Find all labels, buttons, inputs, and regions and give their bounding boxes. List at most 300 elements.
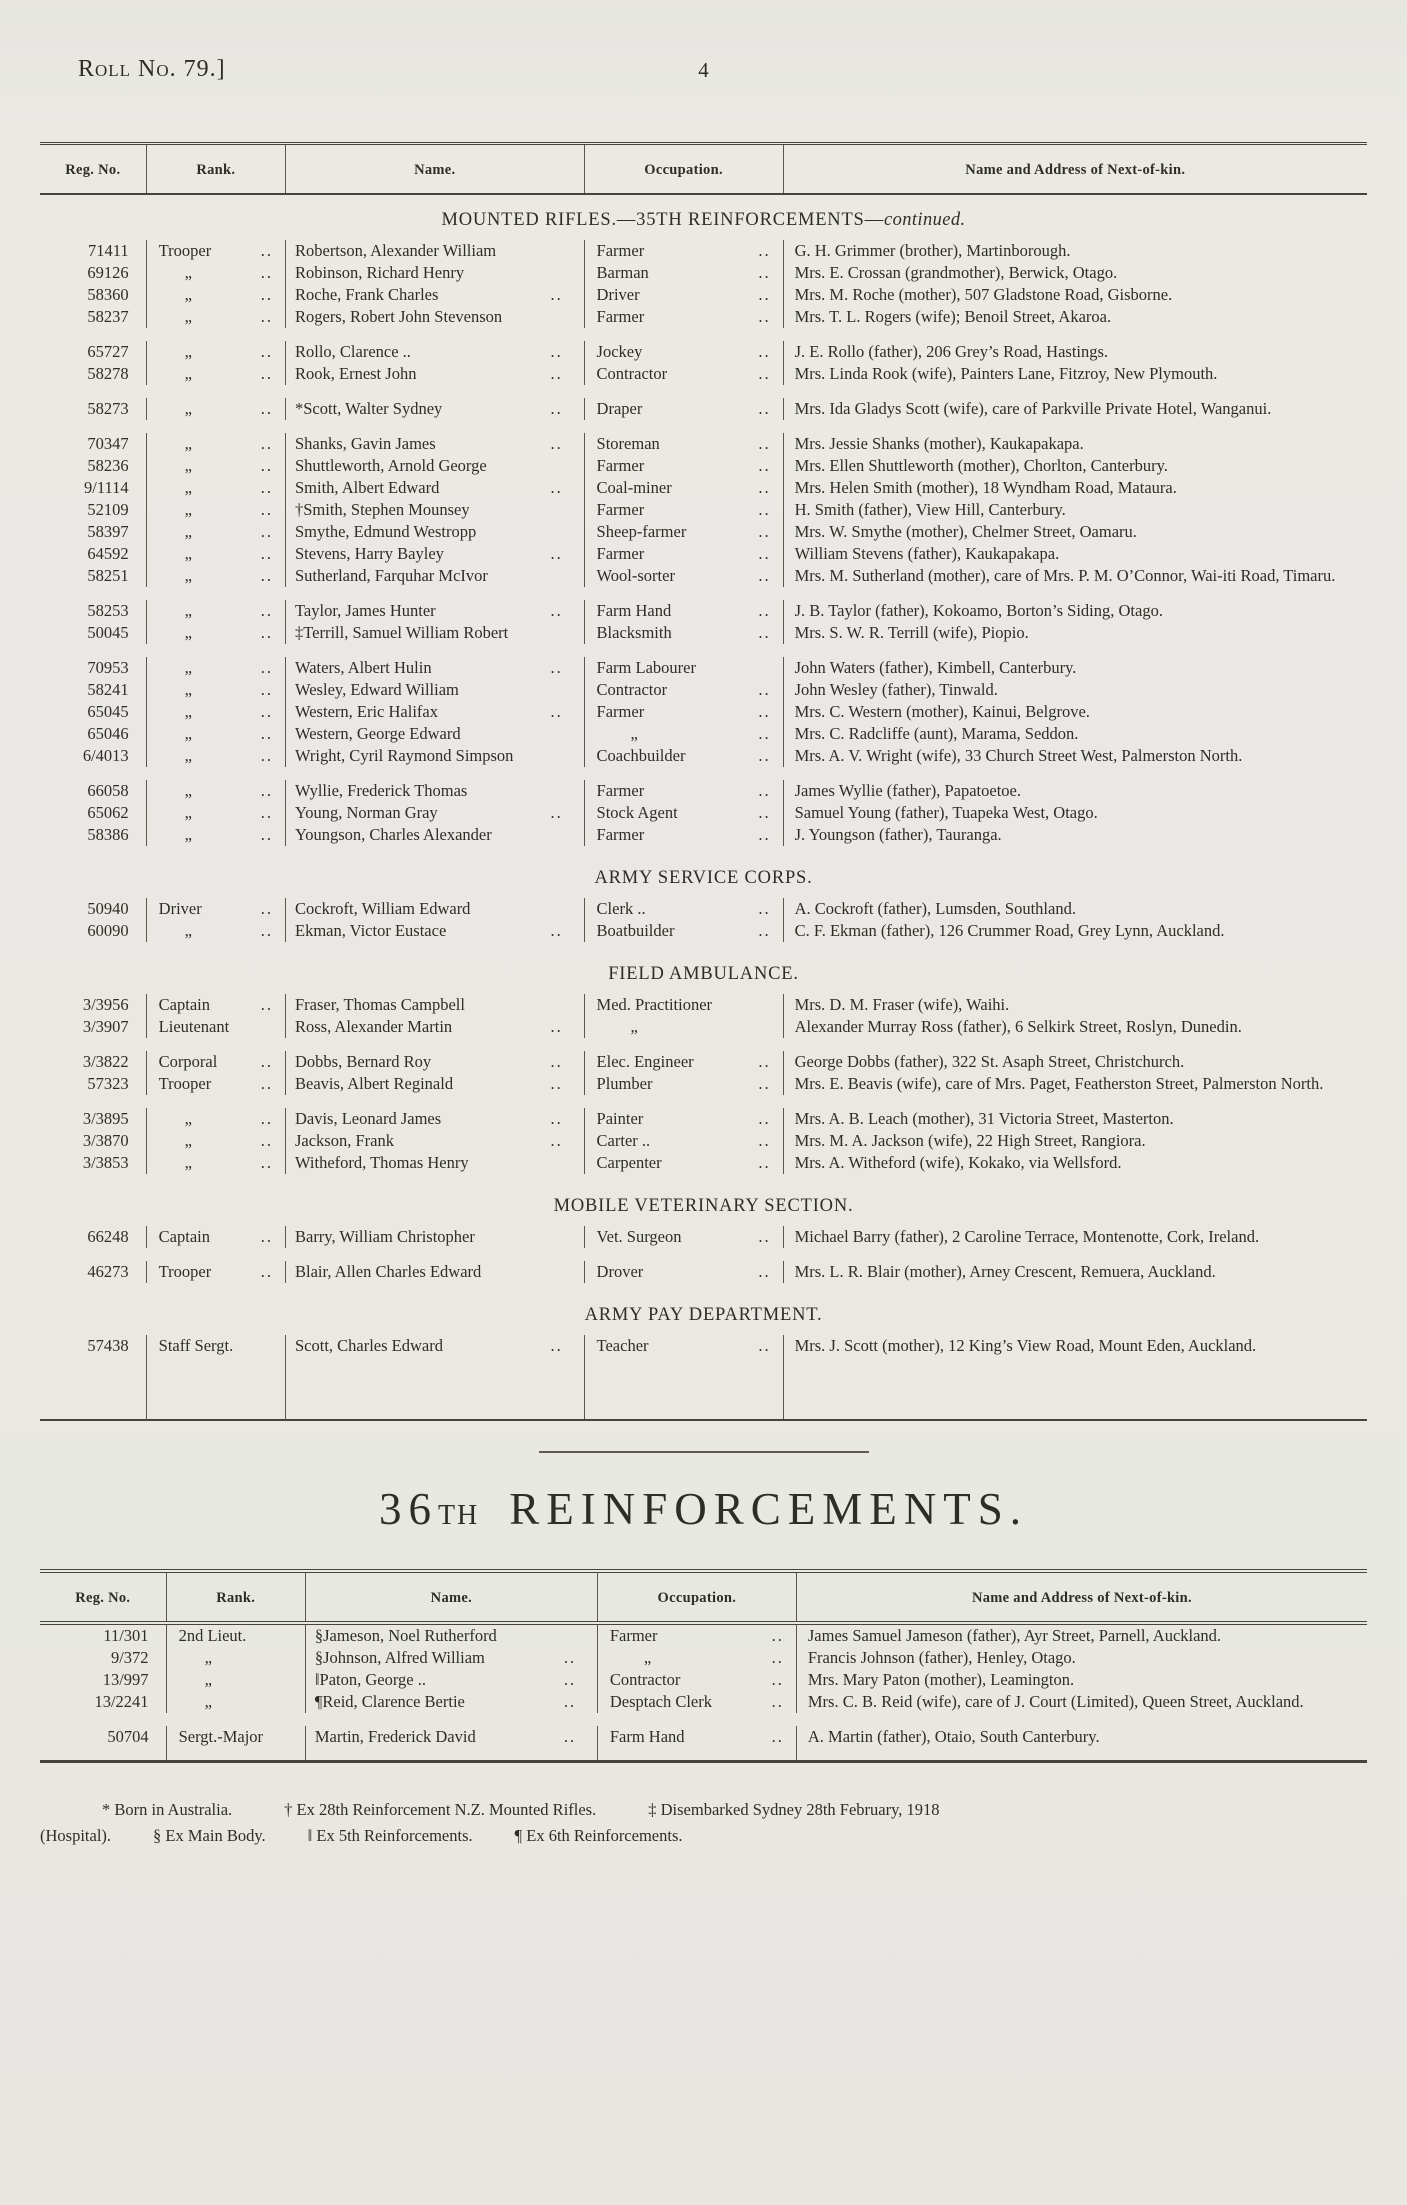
occupation-wrap: [597, 1336, 771, 1356]
name-value: Ross, Alexander Martin: [294, 1017, 453, 1036]
rank-wrap: [179, 1692, 293, 1712]
name-value: Cockroft, William Edward: [294, 899, 471, 918]
row-gap-cell: [40, 420, 1367, 433]
rank-cell: [146, 1152, 285, 1174]
reg-no: 3/3822: [82, 1052, 129, 1071]
occupation-wrap: [610, 1648, 784, 1668]
rank-cell: [146, 802, 285, 824]
occupation-value: Boatbuilder: [596, 921, 675, 940]
rank-dot-leader: ..: [260, 364, 273, 383]
occupation-dot-leader: ..: [758, 456, 771, 475]
rank-wrap: [179, 1648, 293, 1668]
name-cell: .. ‖Paton, George ..: [305, 1669, 597, 1691]
occupation-value: Wool-sorter: [596, 566, 675, 585]
name-value: §Jameson, Noel Rutherford: [314, 1626, 497, 1645]
table-row: [40, 802, 1367, 824]
reinforcements-35-table: [40, 142, 1367, 1421]
table-row: [40, 363, 1367, 385]
table-tail-cell: [783, 1357, 1367, 1420]
occupation-dot-leader: ..: [771, 1727, 784, 1746]
name-value: Davis, Leonard James: [294, 1109, 442, 1128]
rank-wrap: [179, 1727, 293, 1747]
table-tail-cell: [584, 1357, 783, 1420]
rank-wrap: [159, 1017, 273, 1037]
reg-no: 65045: [87, 702, 129, 721]
reg-no-cell: [40, 723, 146, 745]
table-tail-cell: [305, 1748, 597, 1762]
reg-no: 65062: [87, 803, 129, 822]
next-of-kin-cell: [783, 240, 1367, 262]
next-of-kin-value: Mrs. W. Smythe (mother), Chelmer Street, Oamaru.: [794, 522, 1137, 541]
rank-dot-leader: ..: [260, 658, 273, 677]
rank-cell: [146, 521, 285, 543]
table-row: [40, 1669, 1367, 1691]
rank-value: „: [184, 456, 192, 475]
name-cell: .. Davis, Leonard James: [285, 1108, 584, 1130]
next-of-kin-value: George Dobbs (father), 322 St. Asaph Street, Christchurch.: [794, 1052, 1185, 1071]
next-of-kin-value: Mrs. M. A. Jackson (wife), 22 High Street, Rangiora.: [794, 1131, 1146, 1150]
next-of-kin-value: Francis Johnson (father), Henley, Otago.: [807, 1648, 1076, 1667]
rank-wrap: [159, 995, 273, 1015]
occupation-value: Farmer: [596, 544, 645, 563]
reg-no: 64592: [87, 544, 129, 563]
occupation-cell: [597, 1623, 796, 1647]
rank-wrap: [159, 456, 273, 476]
name-cell: .. Rollo, Clarence ..: [285, 341, 584, 363]
rank-value: „: [184, 500, 192, 519]
next-of-kin-cell: [783, 565, 1367, 587]
rank-wrap: [159, 746, 273, 766]
next-of-kin-cell: [783, 363, 1367, 385]
rank-cell: [146, 262, 285, 284]
rank-value: „: [184, 623, 192, 642]
next-of-kin-cell: [783, 1073, 1367, 1095]
next-of-kin-value: Mrs. C. Radcliffe (aunt), Marama, Seddon.: [794, 724, 1079, 743]
reg-no: 9/372: [110, 1648, 149, 1667]
next-of-kin-cell: [783, 622, 1367, 644]
occupation-value: Carpenter: [596, 1153, 662, 1172]
name-value: Ekman, Victor Eustace: [294, 921, 447, 940]
occupation-wrap: [597, 263, 771, 283]
next-of-kin-cell: [783, 824, 1367, 846]
occupation-dot-leader: ..: [758, 566, 771, 585]
footnote-line: [40, 1823, 1367, 1849]
table-tail-cell: [146, 1357, 285, 1420]
row-gap: [40, 1248, 1367, 1261]
name-value: Smith, Albert Edward: [294, 478, 440, 497]
occupation-value: Blacksmith: [596, 623, 672, 642]
reg-no: 50045: [87, 623, 129, 642]
next-of-kin-cell: [783, 745, 1367, 767]
occupation-cell: [584, 745, 783, 767]
occupation-value: Farmer: [596, 241, 645, 260]
rank-dot-leader: ..: [260, 623, 273, 642]
reg-no: 3/3907: [82, 1017, 129, 1036]
next-of-kin-cell: [783, 1016, 1367, 1038]
footnote-item: ‖ Ex 5th Reinforcements.: [307, 1826, 473, 1845]
occupation-cell: [584, 1130, 783, 1152]
section-title: [40, 846, 1367, 898]
table-row: [40, 1726, 1367, 1748]
reg-no-cell: [40, 455, 146, 477]
occupation-cell: [597, 1691, 796, 1713]
occupation-dot-leader: ..: [758, 285, 771, 304]
section-title: [40, 1283, 1367, 1335]
occupation-cell: [584, 802, 783, 824]
name-value: Western, George Edward: [294, 724, 461, 743]
next-of-kin-value: Mrs. Helen Smith (mother), 18 Wyndham Road, Mataura.: [794, 478, 1177, 497]
rank-dot-leader: ..: [260, 241, 273, 260]
occupation-cell: [584, 499, 783, 521]
row-gap-cell: [40, 1095, 1367, 1108]
reg-no-cell: [40, 1623, 166, 1647]
name-cell: .. Ross, Alexander Martin: [285, 1016, 584, 1038]
occupation-cell: [584, 657, 783, 679]
name-value: Dobbs, Bernard Roy: [294, 1052, 432, 1071]
rank-value: „: [184, 724, 192, 743]
occupation-dot-leader: ..: [771, 1692, 784, 1711]
rank-value: „: [184, 680, 192, 699]
occupation-cell: [584, 622, 783, 644]
name-value: Robertson, Alexander William: [294, 241, 497, 260]
rank-cell: [146, 622, 285, 644]
rank-dot-leader: ..: [260, 1153, 273, 1172]
section-title: [40, 194, 1367, 240]
name-cell: .. ¶Reid, Clarence Bertie: [305, 1691, 597, 1713]
row-gap-cell: [40, 587, 1367, 600]
row-gap-cell: [40, 644, 1367, 657]
occupation-wrap: [597, 803, 771, 823]
table-row: [40, 455, 1367, 477]
reg-no-cell: [40, 521, 146, 543]
occupation-cell: [584, 262, 783, 284]
next-of-kin-cell: [783, 1261, 1367, 1283]
occupation-dot-leader: ..: [758, 399, 771, 418]
rank-dot-leader: ..: [260, 1109, 273, 1128]
column-header-next-of-kin: Name and Address of Next-of-kin.: [783, 144, 1367, 195]
reg-no: 58360: [87, 285, 129, 304]
occupation-cell: [584, 824, 783, 846]
rank-value: „: [184, 263, 192, 282]
rank-cell: [146, 284, 285, 306]
next-of-kin-value: Mrs. S. W. R. Terrill (wife), Piopio.: [794, 623, 1029, 642]
next-of-kin-value: Mrs. M. Sutherland (mother), care of Mrs. P. M. O’Connor, Wai-iti Road, Timaru.: [794, 566, 1336, 585]
name-cell: .. *Scott, Walter Sydney: [285, 398, 584, 420]
occupation-wrap: [597, 995, 771, 1015]
rank-cell: [146, 363, 285, 385]
reg-no: 58253: [87, 601, 129, 620]
name-value: Taylor, James Hunter: [294, 601, 436, 620]
name-value: ¶Reid, Clarence Bertie: [314, 1692, 465, 1711]
next-of-kin-cell: [783, 780, 1367, 802]
rank-cell: [146, 745, 285, 767]
page-header: [40, 56, 1367, 90]
reg-no-cell: [40, 994, 146, 1016]
next-of-kin-value: William Stevens (father), Kaukapakapa.: [794, 544, 1060, 563]
rank-cell: [146, 543, 285, 565]
rank-cell: [146, 824, 285, 846]
reg-no-cell: [40, 262, 146, 284]
reg-no-cell: [40, 1108, 146, 1130]
occupation-cell: [584, 1261, 783, 1283]
occupation-wrap: [610, 1670, 784, 1690]
reg-no-cell: [40, 284, 146, 306]
rank-wrap: [159, 500, 273, 520]
next-of-kin-cell: [783, 477, 1367, 499]
reg-no-cell: [40, 398, 146, 420]
occupation-wrap: [597, 1109, 771, 1129]
occupation-wrap: [597, 342, 771, 362]
rank-cell: [146, 1051, 285, 1073]
rank-cell: [146, 1261, 285, 1283]
footnote-item: (Hospital).: [40, 1826, 112, 1845]
rank-wrap: [159, 342, 273, 362]
occupation-value: Farmer: [609, 1626, 658, 1645]
rank-dot-leader: ..: [260, 680, 273, 699]
rank-wrap: [159, 680, 273, 700]
occupation-dot-leader: ..: [758, 623, 771, 642]
occupation-value: Farmer: [596, 702, 645, 721]
name-cell: .. Jackson, Frank: [285, 1130, 584, 1152]
name-cell: [285, 994, 584, 1016]
rank-cell: [146, 657, 285, 679]
section-title-row: [40, 1174, 1367, 1226]
next-of-kin-value: Mrs. Ellen Shuttleworth (mother), Chorlton, Canterbury.: [794, 456, 1168, 475]
rank-value: „: [184, 285, 192, 304]
occupation-value: Farm Labourer: [596, 658, 696, 677]
table-row: [40, 994, 1367, 1016]
next-of-kin-value: Mrs. Mary Paton (mother), Leamington.: [807, 1670, 1075, 1689]
name-value: Barry, William Christopher: [294, 1227, 475, 1246]
name-value: Youngson, Charles Alexander: [294, 825, 492, 844]
name-value: §Johnson, Alfred William: [314, 1648, 485, 1667]
rank-value: Staff Sergt.: [158, 1336, 234, 1355]
next-of-kin-value: Michael Barry (father), 2 Caroline Terrace, Montenotte, Cork, Ireland.: [794, 1227, 1260, 1246]
occupation-wrap: [597, 522, 771, 542]
next-of-kin-cell: [783, 341, 1367, 363]
rank-wrap: [159, 724, 273, 744]
occupation-wrap: [597, 456, 771, 476]
rank-wrap: [159, 899, 273, 919]
occupation-value: Farmer: [596, 825, 645, 844]
occupation-wrap: [610, 1626, 784, 1646]
occupation-dot-leader: ..: [758, 1262, 771, 1281]
rank-cell: [146, 240, 285, 262]
row-gap-cell: [40, 767, 1367, 780]
occupation-cell: [584, 920, 783, 942]
rank-value: „: [184, 921, 192, 940]
occupation-wrap: [597, 680, 771, 700]
rank-cell: [146, 701, 285, 723]
rank-value: „: [184, 307, 192, 326]
table-row: [40, 306, 1367, 328]
reg-no: 3/3870: [82, 1131, 129, 1150]
rank-cell: [146, 1130, 285, 1152]
table-row: [40, 1051, 1367, 1073]
reg-no-cell: [40, 679, 146, 701]
rank-value: „: [184, 825, 192, 844]
occupation-dot-leader: ..: [758, 1109, 771, 1128]
next-of-kin-cell: [783, 543, 1367, 565]
occupation-value: Stock Agent: [596, 803, 678, 822]
occupation-dot-leader: ..: [758, 500, 771, 519]
next-of-kin-value: James Samuel Jameson (father), Ayr Street, Parnell, Auckland.: [807, 1626, 1222, 1645]
name-cell: .. Smith, Albert Edward: [285, 477, 584, 499]
occupation-wrap: [597, 566, 771, 586]
occupation-dot-leader: ..: [758, 1227, 771, 1246]
next-of-kin-value: Mrs. E. Beavis (wife), care of Mrs. Paget, Featherston Street, Palmerston North.: [794, 1074, 1324, 1093]
reg-no: 66248: [87, 1227, 129, 1246]
column-header-name: Name.: [305, 1571, 597, 1623]
rank-cell: [146, 1335, 285, 1357]
rank-cell: [146, 1226, 285, 1248]
table-row: [40, 543, 1367, 565]
occupation-dot-leader: ..: [771, 1670, 784, 1689]
table-tail-row: [40, 1357, 1367, 1420]
rank-dot-leader: ..: [260, 702, 273, 721]
table-row: [40, 824, 1367, 846]
rank-cell: [146, 1016, 285, 1038]
name-cell: [285, 499, 584, 521]
rank-value: „: [184, 702, 192, 721]
next-of-kin-value: John Wesley (father), Tinwald.: [794, 680, 998, 699]
reg-no-cell: [40, 1335, 146, 1357]
occupation-cell: [584, 1108, 783, 1130]
occupation-value: Contractor: [596, 364, 668, 383]
table-row: [40, 433, 1367, 455]
table-row: [40, 745, 1367, 767]
rank-wrap: [159, 1153, 273, 1173]
rank-cell: [146, 898, 285, 920]
rank-wrap: [159, 623, 273, 643]
occupation-dot-leader: ..: [758, 724, 771, 743]
section-title-row: [40, 846, 1367, 898]
reg-no-cell: [40, 802, 146, 824]
occupation-dot-leader: ..: [758, 702, 771, 721]
reg-no: 46273: [87, 1262, 129, 1281]
occupation-value: Clerk ..: [596, 899, 646, 918]
table-tail-cell: [40, 1748, 166, 1762]
row-gap: [40, 767, 1367, 780]
rank-cell: [146, 565, 285, 587]
occupation-value: Contractor: [609, 1670, 681, 1689]
occupation-cell: [584, 600, 783, 622]
rank-dot-leader: ..: [260, 601, 273, 620]
occupation-cell: [584, 455, 783, 477]
rank-value: „: [184, 364, 192, 383]
name-value: Roche, Frank Charles: [294, 285, 439, 304]
name-value: Robinson, Richard Henry: [294, 263, 465, 282]
name-value: Rollo, Clarence ..: [294, 342, 411, 361]
next-of-kin-value: Mrs. J. Scott (mother), 12 King’s View Road, Mount Eden, Auckland.: [794, 1336, 1257, 1355]
section-title-continued: continued.: [883, 210, 966, 230]
occupation-cell: [584, 477, 783, 499]
rank-value: „: [184, 522, 192, 541]
rank-dot-leader: ..: [260, 825, 273, 844]
table-row: [40, 723, 1367, 745]
occupation-value: Carter ..: [596, 1131, 651, 1150]
rank-cell: [146, 920, 285, 942]
reg-no: 52109: [87, 500, 129, 519]
rank-value: Corporal: [158, 1052, 218, 1071]
reg-no: 3/3895: [82, 1109, 129, 1128]
name-cell: .. Waters, Albert Hulin: [285, 657, 584, 679]
name-cell: [285, 521, 584, 543]
rank-dot-leader: ..: [260, 1262, 273, 1281]
table-row: [40, 657, 1367, 679]
table-tail-cell: [40, 1357, 146, 1420]
occupation-cell: [584, 521, 783, 543]
rank-wrap: [159, 601, 273, 621]
occupation-cell: [584, 723, 783, 745]
occupation-cell: [584, 306, 783, 328]
next-of-kin-cell: [783, 1226, 1367, 1248]
rank-wrap: [179, 1670, 293, 1690]
name-cell: [285, 780, 584, 802]
footnote-item: ¶ Ex 6th Reinforcements.: [514, 1826, 683, 1845]
column-header-rank: Rank.: [166, 1571, 305, 1623]
occupation-value: Coachbuilder: [596, 746, 686, 765]
section-title-row: [40, 942, 1367, 994]
next-of-kin-value: Mrs. A. B. Leach (mother), 31 Victoria Street, Masterton.: [794, 1109, 1174, 1128]
rank-dot-leader: ..: [260, 1131, 273, 1150]
occupation-dot-leader: ..: [758, 263, 771, 282]
next-of-kin-value: Mrs. D. M. Fraser (wife), Waihi.: [794, 995, 1010, 1014]
occupation-cell: [584, 701, 783, 723]
next-of-kin-value: Mrs. A. V. Wright (wife), 33 Church Street West, Palmerston North.: [794, 746, 1243, 765]
reg-no: 3/3956: [82, 995, 129, 1014]
row-gap: [40, 587, 1367, 600]
name-cell: .. Taylor, James Hunter: [285, 600, 584, 622]
rank-dot-leader: ..: [260, 399, 273, 418]
occupation-value: Storeman: [596, 434, 660, 453]
name-value: Rook, Ernest John: [294, 364, 417, 383]
name-cell: .. Shanks, Gavin James: [285, 433, 584, 455]
section-divider-rule: [539, 1451, 869, 1453]
next-of-kin-cell: [783, 1152, 1367, 1174]
reg-no-cell: [40, 1051, 146, 1073]
next-of-kin-cell: [783, 1335, 1367, 1357]
reg-no-cell: [40, 477, 146, 499]
rank-wrap: [159, 399, 273, 419]
rank-dot-leader: ..: [260, 803, 273, 822]
rank-wrap: [159, 658, 273, 678]
rank-cell: [166, 1647, 305, 1669]
table-row: [40, 499, 1367, 521]
name-cell: .. §Johnson, Alfred William: [305, 1647, 597, 1669]
rank-value: „: [184, 478, 192, 497]
rank-wrap: [159, 263, 273, 283]
occupation-wrap: [597, 285, 771, 305]
rank-cell: [146, 433, 285, 455]
occupation-cell: [584, 679, 783, 701]
occupation-wrap: [597, 1131, 771, 1151]
reg-no-cell: [40, 780, 146, 802]
row-gap: [40, 644, 1367, 657]
table-row: [40, 1335, 1367, 1357]
table-row: [40, 1016, 1367, 1038]
next-of-kin-cell: [783, 1130, 1367, 1152]
rank-dot-leader: ..: [260, 478, 273, 497]
reg-no: 6/4013: [82, 746, 129, 765]
rank-dot-leader: ..: [260, 522, 273, 541]
occupation-wrap: [597, 544, 771, 564]
rank-cell: [146, 600, 285, 622]
reg-no: 58237: [87, 307, 129, 326]
table-row: [40, 1152, 1367, 1174]
occupation-wrap: [597, 1074, 771, 1094]
occupation-cell: [584, 398, 783, 420]
